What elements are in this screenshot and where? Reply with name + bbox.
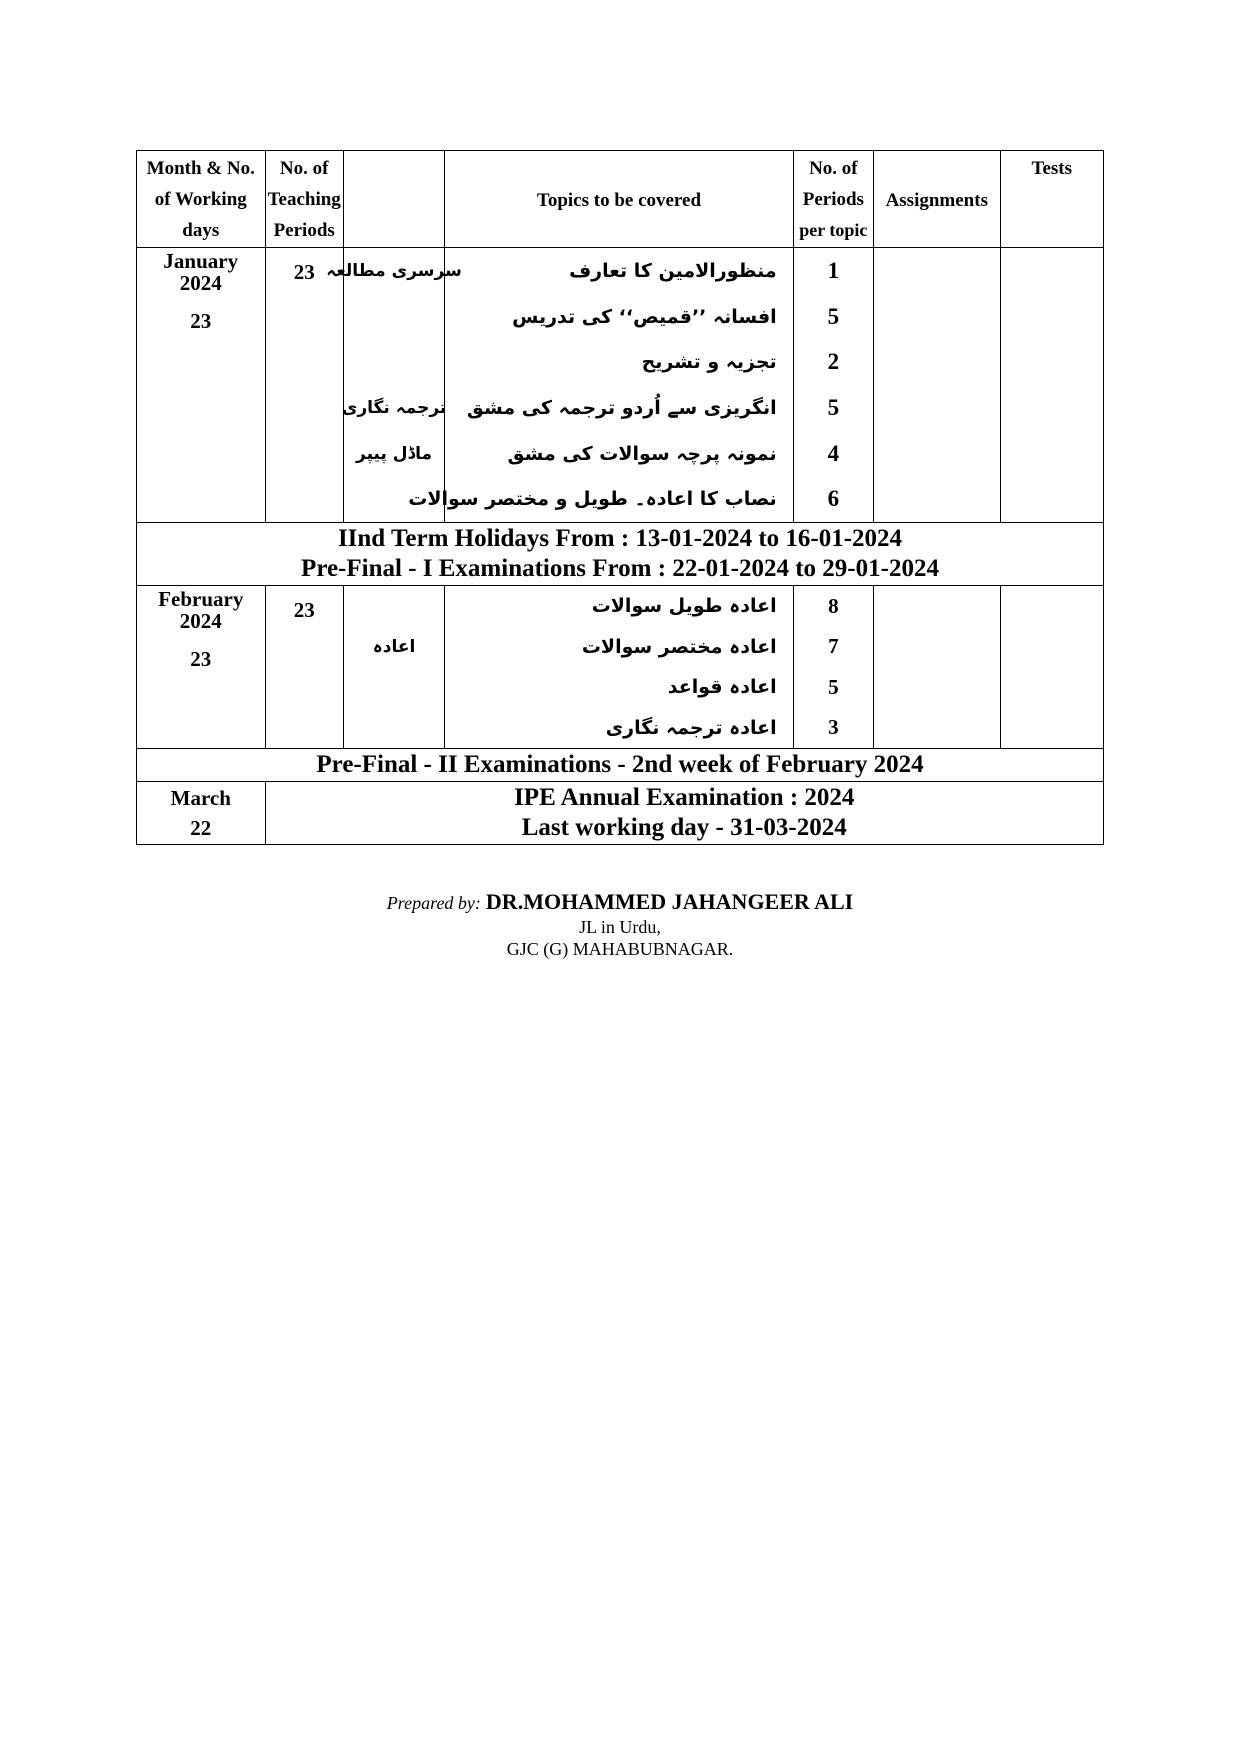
topic-text: اعادہ طویل سوالات: [591, 595, 777, 618]
prefinal-2-notice: Pre-Final - II Examinations - 2nd week of February 2024: [137, 749, 1104, 782]
topic-periods: 1: [827, 257, 840, 283]
february-month-cell: [137, 586, 266, 749]
january-assignments-cell: [874, 248, 1001, 523]
author-college: GJC (G) MAHABUBNAGAR.: [506, 939, 734, 959]
prepared-by-label: Prepared by:: [386, 893, 481, 913]
topic-periods: 6: [827, 486, 840, 512]
month-year: 2024: [179, 271, 222, 295]
january-topics-cell: [408, 248, 793, 523]
january-month-cell: [137, 248, 266, 523]
topic-text: نمونہ پرچہ سوالات کی مشق: [507, 442, 777, 465]
prefinal-1-notice: Pre-Final - I Examinations From : 22-01-2024 to 29-01-2024: [301, 555, 939, 583]
march-row: [137, 782, 1104, 845]
march-month-cell: [137, 782, 266, 845]
topic-periods: 4: [827, 440, 840, 466]
february-row: [137, 586, 1104, 749]
january-notice-row: [137, 523, 1104, 586]
month-name: March: [170, 786, 231, 811]
holidays-notice: IInd Term Holidays From : 13-01-2024 to 16-01-2024: [337, 525, 903, 553]
february-teaching-periods: 23: [265, 586, 343, 749]
topic-text: انگریزی سے اُردو ترجمہ کی مشق: [466, 396, 777, 419]
january-periods-cell: [793, 248, 873, 523]
header-teaching-periods: No. of Teaching Periods: [265, 151, 343, 248]
topic-text: اعادہ ترجمہ نگاری: [605, 716, 777, 739]
february-periods-cell: [793, 586, 873, 749]
topic-periods: 3: [828, 715, 839, 740]
header-topics: Topics to be covered: [445, 151, 793, 248]
topic-periods: 7: [828, 634, 839, 659]
header-row: [137, 151, 1104, 248]
activity-label: ترجمہ نگاری: [341, 398, 447, 419]
ipe-exam-notice: IPE Annual Examination : 2024: [514, 784, 855, 812]
last-working-day: Last working day - 31-03-2024: [521, 814, 847, 842]
lesson-plan-table: [136, 150, 1104, 845]
topic-periods: 2: [827, 349, 840, 375]
working-days: 23: [190, 647, 212, 672]
activity-label: سرسری مطالعہ: [326, 261, 462, 282]
topic-periods: 5: [827, 394, 840, 420]
topic-periods: 8: [828, 593, 839, 618]
header-assignments: Assignments: [874, 151, 1001, 248]
february-notice-row: [137, 749, 1104, 782]
month-name: February: [158, 587, 244, 612]
topic-text: اعادہ قواعد: [667, 676, 777, 699]
activity-label: اعادہ: [372, 637, 416, 658]
february-tests-cell: [1000, 586, 1103, 749]
month-name: January: [163, 249, 239, 273]
header-month: Month & No. of Working days: [137, 151, 266, 248]
working-days: 22: [190, 816, 212, 841]
header-tests: Tests: [1000, 151, 1103, 248]
working-days: 23: [190, 309, 212, 333]
topic-text: تجزیہ و تشریح: [641, 351, 777, 374]
january-activity-cell: [326, 248, 462, 523]
topic-periods: 5: [828, 674, 839, 699]
author-designation: JL in Urdu,: [579, 917, 661, 937]
february-assignments-cell: [874, 586, 1001, 749]
january-notice-cell: [137, 523, 1104, 586]
header-activity: [343, 151, 444, 248]
topic-text: نصاب کا اعادہ۔ طویل و مختصر سوالات: [408, 488, 777, 511]
prepared-by-block: [0, 889, 1240, 960]
topic-text: افسانہ ’’قمیص‘‘ کی تدریس: [512, 305, 777, 328]
january-tests-cell: [1000, 248, 1103, 523]
activity-label: ماڈل پیپر: [356, 443, 433, 464]
january-row: [137, 248, 1104, 523]
topic-text: منظورالامین کا تعارف: [569, 259, 777, 282]
author-name: DR.MOHAMMED JAHANGEER ALI: [485, 889, 854, 914]
header-periods-per-topic: No. of Periods per topic: [793, 151, 873, 248]
topic-text: اعادہ مختصر سوالات: [581, 635, 777, 658]
topic-periods: 5: [827, 303, 840, 329]
month-year: 2024: [179, 609, 222, 634]
march-info-cell: [265, 782, 1103, 845]
february-activity-cell: [343, 586, 444, 749]
february-topics-cell: [445, 586, 793, 749]
january-teaching-periods: 23: [265, 248, 343, 523]
